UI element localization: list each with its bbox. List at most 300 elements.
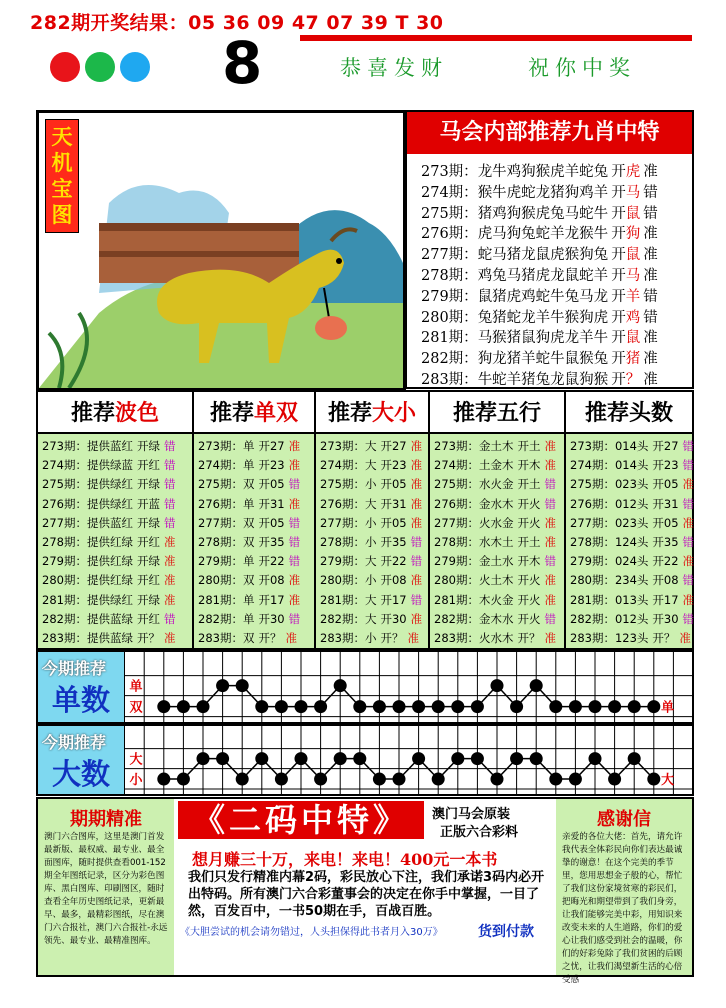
green-ball-icon bbox=[85, 52, 115, 82]
prediction-row bbox=[198, 611, 300, 627]
prediction-row bbox=[434, 630, 556, 646]
row-pick: 023头 bbox=[614, 477, 649, 492]
row-mark: 准 bbox=[410, 477, 423, 492]
row-pick: 提供蓝红 bbox=[86, 439, 133, 453]
row-open: 开 bbox=[380, 573, 392, 588]
zodiac-zodiacs: 猴牛虎蛇龙猪狗鸡羊 bbox=[477, 184, 609, 201]
row-mark: 准 bbox=[163, 573, 176, 588]
trend-top-row-label: 单 bbox=[129, 679, 143, 695]
prediction-row bbox=[320, 476, 422, 492]
row-mark: 错 bbox=[682, 611, 695, 626]
row-issue: 274期： bbox=[434, 458, 479, 473]
row-mark: 错 bbox=[288, 477, 301, 492]
prediction-row bbox=[320, 438, 422, 454]
row-res: 05 bbox=[663, 515, 679, 530]
zodiac-zodiacs: 马猴猪鼠狗虎龙羊牛 bbox=[477, 330, 609, 347]
row-issue: 275期： bbox=[570, 477, 615, 492]
macau-original-label: 澳门马会原装 bbox=[432, 807, 511, 822]
zodiac-zodiacs: 猪鸡狗猴虎兔马蛇牛 bbox=[477, 205, 609, 222]
column-header-black: 推荐 bbox=[70, 400, 115, 426]
row-open: 开 bbox=[380, 477, 392, 492]
row-open: 开 bbox=[517, 458, 529, 473]
row-open: 开 bbox=[517, 631, 529, 645]
zodiac-zodiacs: 虎马狗兔蛇羊龙猴牛 bbox=[477, 226, 609, 243]
zodiac-issue: 276期： bbox=[421, 226, 478, 243]
row-mark: 错 bbox=[682, 573, 695, 588]
trend-point bbox=[491, 679, 504, 692]
blue-ball-icon bbox=[120, 52, 150, 82]
row-mark: 准 bbox=[679, 631, 691, 645]
row-mark: 错 bbox=[288, 554, 301, 569]
trend-point bbox=[197, 752, 210, 765]
zodiac-result: 马 bbox=[625, 184, 641, 201]
row-open: 开 bbox=[136, 458, 149, 473]
row-open: 开 bbox=[517, 535, 529, 549]
row-issue: 277期： bbox=[570, 515, 615, 530]
row-pick: 提供红绿 bbox=[86, 573, 133, 588]
row-issue: 281期： bbox=[42, 592, 87, 607]
row-mark: 准 bbox=[288, 439, 301, 453]
row-mark: 准 bbox=[288, 496, 301, 511]
row-pick: 023头 bbox=[614, 515, 649, 530]
prediction-row bbox=[570, 457, 694, 473]
prediction-row bbox=[434, 611, 556, 627]
row-mark: 准 bbox=[163, 631, 176, 645]
prediction-row bbox=[434, 534, 556, 550]
row-open: 开 bbox=[380, 496, 392, 511]
prediction-row bbox=[42, 457, 175, 473]
trend-point bbox=[353, 752, 366, 765]
trend-small-label: 今期推荐 bbox=[42, 733, 107, 752]
thank-you-title: 感谢信 bbox=[597, 809, 651, 830]
big-small-trend-chart bbox=[124, 726, 692, 794]
row-open: 开 bbox=[136, 554, 149, 569]
row-mark: 准 bbox=[410, 496, 423, 511]
row-open: 开 bbox=[380, 439, 392, 453]
row-open: 开 bbox=[258, 496, 270, 511]
row-pick: 单 bbox=[242, 496, 255, 511]
trend-point bbox=[530, 679, 543, 692]
trend-point bbox=[314, 700, 327, 713]
row-pick: 双 bbox=[242, 631, 255, 645]
row-res: 35 bbox=[269, 535, 285, 549]
row-mark: 准 bbox=[544, 631, 556, 645]
row-open: 开 bbox=[652, 458, 664, 473]
row-open: 开 bbox=[258, 631, 270, 645]
prediction-row bbox=[570, 515, 694, 531]
trend-point bbox=[510, 752, 523, 765]
row-res: 绿 bbox=[148, 515, 160, 530]
row-open: 开 bbox=[258, 515, 270, 530]
prediction-row bbox=[320, 572, 422, 588]
row-pick: 双 bbox=[242, 573, 255, 588]
row-mark: 错 bbox=[163, 458, 176, 473]
row-res: 27 bbox=[391, 439, 407, 453]
prediction-row bbox=[42, 630, 175, 646]
row-res: 27 bbox=[663, 439, 679, 453]
zodiac-issue: 280期： bbox=[421, 309, 478, 326]
row-res: 22 bbox=[269, 554, 285, 569]
trend-point bbox=[255, 700, 268, 713]
row-open: 开 bbox=[258, 573, 270, 588]
column-header-black: 推荐头数 bbox=[584, 400, 673, 426]
row-pick: 大 bbox=[364, 554, 377, 569]
row-res: 35 bbox=[391, 535, 407, 549]
row-issue: 273期： bbox=[570, 439, 615, 453]
row-open: 开 bbox=[136, 611, 149, 626]
zodiac-verdict: 准 bbox=[643, 330, 658, 347]
row-issue: 283期： bbox=[42, 631, 87, 645]
zodiac-verdict: 准 bbox=[643, 247, 658, 264]
row-mark: 错 bbox=[288, 515, 301, 530]
row-mark: 错 bbox=[288, 611, 301, 626]
row-res: 08 bbox=[269, 573, 285, 588]
row-issue: 276期： bbox=[320, 496, 365, 511]
row-open: 开 bbox=[517, 592, 529, 607]
row-mark: 错 bbox=[163, 496, 176, 511]
row-pick: 单 bbox=[242, 611, 255, 626]
trend-point bbox=[589, 700, 602, 713]
zodiac-verdict: 错 bbox=[643, 184, 658, 201]
zodiac-verdict: 准 bbox=[643, 351, 658, 368]
column-header-red: 单双 bbox=[254, 400, 299, 426]
column-header-black: 推荐 bbox=[327, 400, 372, 426]
row-pick: 水火金 bbox=[478, 477, 514, 492]
row-mark: 准 bbox=[285, 631, 297, 645]
trend-point bbox=[530, 752, 543, 765]
row-res: 17 bbox=[663, 592, 679, 607]
row-open: 开 bbox=[517, 573, 529, 588]
row-pick: 提供蓝红 bbox=[86, 515, 133, 530]
row-res: ？ bbox=[663, 631, 676, 645]
row-mark: 错 bbox=[544, 554, 556, 569]
row-res: 绿 bbox=[148, 554, 160, 569]
row-open: 开 bbox=[136, 439, 149, 453]
zodiac-row bbox=[421, 181, 658, 202]
row-open: 开 bbox=[380, 535, 392, 549]
row-open: 开 bbox=[136, 515, 149, 530]
column-header-black: 推荐五行 bbox=[452, 400, 541, 426]
row-mark: 错 bbox=[163, 439, 176, 453]
zodiac-issue: 279期： bbox=[421, 288, 478, 305]
row-open: 开 bbox=[652, 535, 664, 549]
row-issue: 276期： bbox=[434, 496, 479, 511]
prediction-row bbox=[320, 515, 422, 531]
prediction-row bbox=[198, 496, 300, 512]
zodiac-row bbox=[421, 202, 658, 223]
row-pick: 014头 bbox=[614, 439, 649, 453]
row-mark: 准 bbox=[544, 439, 556, 453]
row-mark: 准 bbox=[407, 631, 419, 645]
zodiac-zodiacs: 兔猪蛇龙羊牛猴狗虎 bbox=[477, 309, 609, 326]
row-res: 22 bbox=[663, 554, 679, 569]
row-res: 17 bbox=[391, 592, 407, 607]
thank-you-panel bbox=[556, 799, 692, 985]
prediction-row bbox=[320, 592, 422, 608]
row-mark: 准 bbox=[410, 515, 423, 530]
row-open: 开 bbox=[652, 573, 664, 588]
row-issue: 275期： bbox=[198, 477, 243, 492]
zodiac-result: 虎 bbox=[625, 164, 641, 180]
row-issue: 283期： bbox=[198, 631, 243, 645]
row-open: 开 bbox=[258, 477, 270, 492]
zodiac-result: 鼠 bbox=[625, 247, 641, 264]
slogan-left: 恭喜发财 bbox=[340, 56, 448, 80]
row-issue: 280期： bbox=[570, 573, 615, 588]
prediction-row bbox=[570, 630, 691, 646]
prediction-row bbox=[42, 553, 175, 569]
zodiac-verdict: 准 bbox=[643, 226, 658, 243]
prediction-row bbox=[198, 534, 300, 550]
trend-point bbox=[549, 700, 562, 713]
row-mark: 准 bbox=[544, 573, 556, 588]
row-mark: 准 bbox=[544, 515, 556, 530]
prediction-row bbox=[434, 476, 556, 492]
prediction-row bbox=[198, 572, 300, 588]
row-mark: 准 bbox=[682, 592, 695, 607]
row-open: 开 bbox=[380, 631, 392, 645]
prediction-row bbox=[198, 476, 300, 492]
bottom-ad-panel bbox=[36, 797, 694, 985]
row-res: 红 bbox=[148, 535, 160, 549]
zodiac-verdict: 错 bbox=[643, 205, 658, 222]
row-open: 开 bbox=[652, 611, 664, 626]
zodiac-verdict: 准 bbox=[643, 268, 658, 284]
row-open: 开 bbox=[652, 515, 664, 530]
row-open: 开 bbox=[517, 554, 529, 569]
row-issue: 278期： bbox=[320, 535, 365, 549]
row-res: 08 bbox=[663, 573, 679, 588]
zodiac-row bbox=[421, 347, 658, 368]
row-res: ？ bbox=[528, 631, 541, 645]
row-issue: 279期： bbox=[42, 554, 87, 569]
row-open: 开 bbox=[136, 535, 149, 549]
row-res: ？ bbox=[269, 631, 282, 645]
row-pick: 大 bbox=[364, 611, 377, 626]
zodiac-open: 开 bbox=[611, 205, 626, 222]
prediction-column bbox=[38, 392, 194, 648]
red-ball-icon bbox=[50, 52, 80, 82]
zodiac-zodiacs: 蛇马猪龙鼠虎猴狗兔 bbox=[477, 247, 609, 264]
row-issue: 276期： bbox=[42, 496, 87, 511]
row-open: 开 bbox=[136, 496, 149, 511]
column-header bbox=[38, 392, 192, 434]
zodiac-open: 开 bbox=[611, 247, 626, 264]
row-res: 红 bbox=[148, 573, 160, 588]
prediction-row bbox=[434, 572, 556, 588]
row-issue: 282期： bbox=[434, 611, 479, 626]
row-res: 火 bbox=[528, 496, 541, 511]
row-open: 开 bbox=[652, 592, 664, 607]
trend-point bbox=[569, 773, 582, 786]
trend-point bbox=[432, 700, 445, 713]
row-issue: 283期： bbox=[320, 631, 365, 645]
zodiac-result: 猪 bbox=[625, 351, 641, 368]
row-mark: 准 bbox=[544, 535, 556, 549]
zodiac-issue: 282期： bbox=[421, 351, 478, 368]
column-header bbox=[566, 392, 692, 434]
row-mark: 准 bbox=[288, 458, 301, 473]
goat-illustration bbox=[39, 113, 403, 388]
row-open: 开 bbox=[136, 573, 149, 588]
trend-point bbox=[373, 700, 386, 713]
row-pick: 小 bbox=[364, 631, 377, 645]
zodiac-row bbox=[421, 222, 658, 243]
prediction-row bbox=[42, 476, 175, 492]
two-code-title-bar bbox=[174, 799, 556, 843]
row-res: 27 bbox=[269, 439, 285, 453]
row-pick: 提供蓝绿 bbox=[86, 631, 133, 645]
zodiac-issue: 281期： bbox=[421, 330, 478, 347]
trend-big-label: 大数 bbox=[52, 757, 111, 791]
row-pick: 单 bbox=[242, 592, 255, 607]
row-res: 31 bbox=[391, 496, 407, 511]
prediction-row bbox=[42, 572, 175, 588]
trend-point bbox=[412, 752, 425, 765]
row-pick: 单 bbox=[242, 458, 255, 473]
prediction-column bbox=[194, 392, 316, 648]
row-issue: 282期： bbox=[198, 611, 243, 626]
row-issue: 277期： bbox=[42, 515, 87, 530]
zodiac-zodiacs: 鸡兔马猪虎龙鼠蛇羊 bbox=[477, 268, 609, 284]
column-header-red: 大小 bbox=[372, 400, 417, 426]
row-open: 开 bbox=[517, 496, 529, 511]
row-pick: 火水金 bbox=[478, 515, 514, 530]
zodiac-open: 开 bbox=[611, 288, 626, 305]
row-res: 31 bbox=[663, 496, 679, 511]
row-mark: 错 bbox=[682, 439, 695, 453]
row-pick: 土金木 bbox=[478, 458, 514, 473]
row-res: 05 bbox=[391, 515, 407, 530]
prediction-row bbox=[434, 496, 556, 512]
trend-point bbox=[295, 752, 308, 765]
row-issue: 276期： bbox=[198, 496, 243, 511]
row-pick: 012头 bbox=[614, 611, 649, 626]
prediction-row bbox=[570, 592, 694, 608]
row-res: 23 bbox=[663, 458, 679, 473]
row-pick: 大 bbox=[364, 458, 377, 473]
zodiac-row bbox=[421, 264, 658, 285]
zodiac-issue: 274期： bbox=[421, 184, 478, 201]
row-open: 开 bbox=[380, 458, 392, 473]
prediction-column bbox=[430, 392, 566, 648]
row-pick: 提供红绿 bbox=[86, 554, 133, 569]
row-issue: 280期： bbox=[42, 573, 87, 588]
row-open: 开 bbox=[652, 631, 664, 645]
big-small-trend-panel bbox=[36, 724, 694, 796]
trend-point bbox=[608, 773, 621, 786]
trend-point bbox=[451, 752, 464, 765]
trend-point bbox=[177, 700, 190, 713]
prediction-row bbox=[434, 457, 556, 473]
trend-point bbox=[451, 700, 464, 713]
zodiac-result: 鸡 bbox=[625, 309, 641, 326]
row-pick: 大 bbox=[364, 592, 377, 607]
trend-point bbox=[236, 679, 249, 692]
two-code-title: 《二码中特》 bbox=[178, 801, 424, 839]
row-issue: 276期： bbox=[570, 496, 615, 511]
trend-point bbox=[432, 773, 445, 786]
prediction-row bbox=[570, 553, 694, 569]
row-pick: 双 bbox=[242, 515, 255, 530]
row-res: 30 bbox=[663, 611, 679, 626]
row-issue: 274期： bbox=[320, 458, 365, 473]
row-res: 木 bbox=[528, 458, 541, 473]
odd-even-trend-chart bbox=[124, 652, 692, 722]
row-open: 开 bbox=[258, 611, 270, 626]
prediction-grid bbox=[36, 390, 694, 650]
nine-zodiac-panel bbox=[405, 110, 694, 389]
prediction-row bbox=[570, 572, 694, 588]
row-pick: 234头 bbox=[614, 573, 649, 588]
row-issue: 273期： bbox=[434, 439, 479, 453]
row-issue: 283期： bbox=[434, 631, 479, 645]
row-pick: 水木土 bbox=[478, 535, 514, 549]
trend-point bbox=[334, 752, 347, 765]
row-res: 05 bbox=[269, 477, 285, 492]
row-pick: 金土木 bbox=[478, 439, 514, 453]
row-mark: 错 bbox=[163, 515, 176, 530]
row-pick: 小 bbox=[364, 535, 377, 549]
row-open: 开 bbox=[136, 592, 149, 607]
row-pick: 大 bbox=[364, 496, 377, 511]
prediction-row bbox=[320, 553, 422, 569]
row-pick: 双 bbox=[242, 535, 255, 549]
row-mark: 准 bbox=[288, 573, 301, 588]
row-mark: 错 bbox=[410, 592, 423, 607]
trend-bottom-row-label: 双 bbox=[129, 700, 143, 716]
trend-point bbox=[255, 752, 268, 765]
row-mark: 准 bbox=[163, 592, 176, 607]
row-res: 土 bbox=[528, 439, 541, 453]
row-issue: 277期： bbox=[320, 515, 365, 530]
zodiac-row bbox=[421, 285, 658, 306]
row-issue: 278期： bbox=[570, 535, 615, 549]
row-issue: 278期： bbox=[42, 535, 87, 549]
trend-point bbox=[549, 773, 562, 786]
row-issue: 274期： bbox=[570, 458, 615, 473]
row-res: 火 bbox=[528, 573, 541, 588]
zodiac-open: 开 bbox=[611, 372, 626, 388]
row-open: 开 bbox=[258, 554, 270, 569]
row-mark: 错 bbox=[544, 496, 556, 511]
row-res: 05 bbox=[663, 477, 679, 492]
zodiac-open: 开 bbox=[611, 164, 626, 180]
row-pick: 提供红绿 bbox=[86, 535, 133, 549]
zodiac-zodiacs: 狗龙猪羊蛇牛鼠猴兔 bbox=[477, 351, 609, 368]
row-pick: 金土水 bbox=[478, 554, 514, 569]
header-red-line bbox=[300, 35, 692, 41]
row-mark: 错 bbox=[544, 611, 556, 626]
row-pick: 金木水 bbox=[478, 611, 514, 626]
left-info-title: 期期精准 bbox=[70, 809, 142, 830]
row-res: 红 bbox=[148, 611, 160, 626]
row-pick: 小 bbox=[364, 573, 377, 588]
row-open: 开 bbox=[652, 496, 664, 511]
row-res: 绿 bbox=[148, 592, 160, 607]
row-pick: 单 bbox=[242, 439, 255, 453]
row-issue: 281期： bbox=[320, 592, 365, 607]
zodiac-result: 鼠 bbox=[625, 205, 641, 222]
column-header-red: 波色 bbox=[115, 400, 160, 426]
row-issue: 274期： bbox=[42, 458, 87, 473]
trend-point bbox=[157, 700, 170, 713]
row-issue: 279期： bbox=[434, 554, 479, 569]
row-mark: 准 bbox=[410, 458, 423, 473]
row-res: 绿 bbox=[148, 439, 160, 453]
prediction-row bbox=[198, 515, 300, 531]
odd-even-trend-label bbox=[38, 652, 125, 722]
